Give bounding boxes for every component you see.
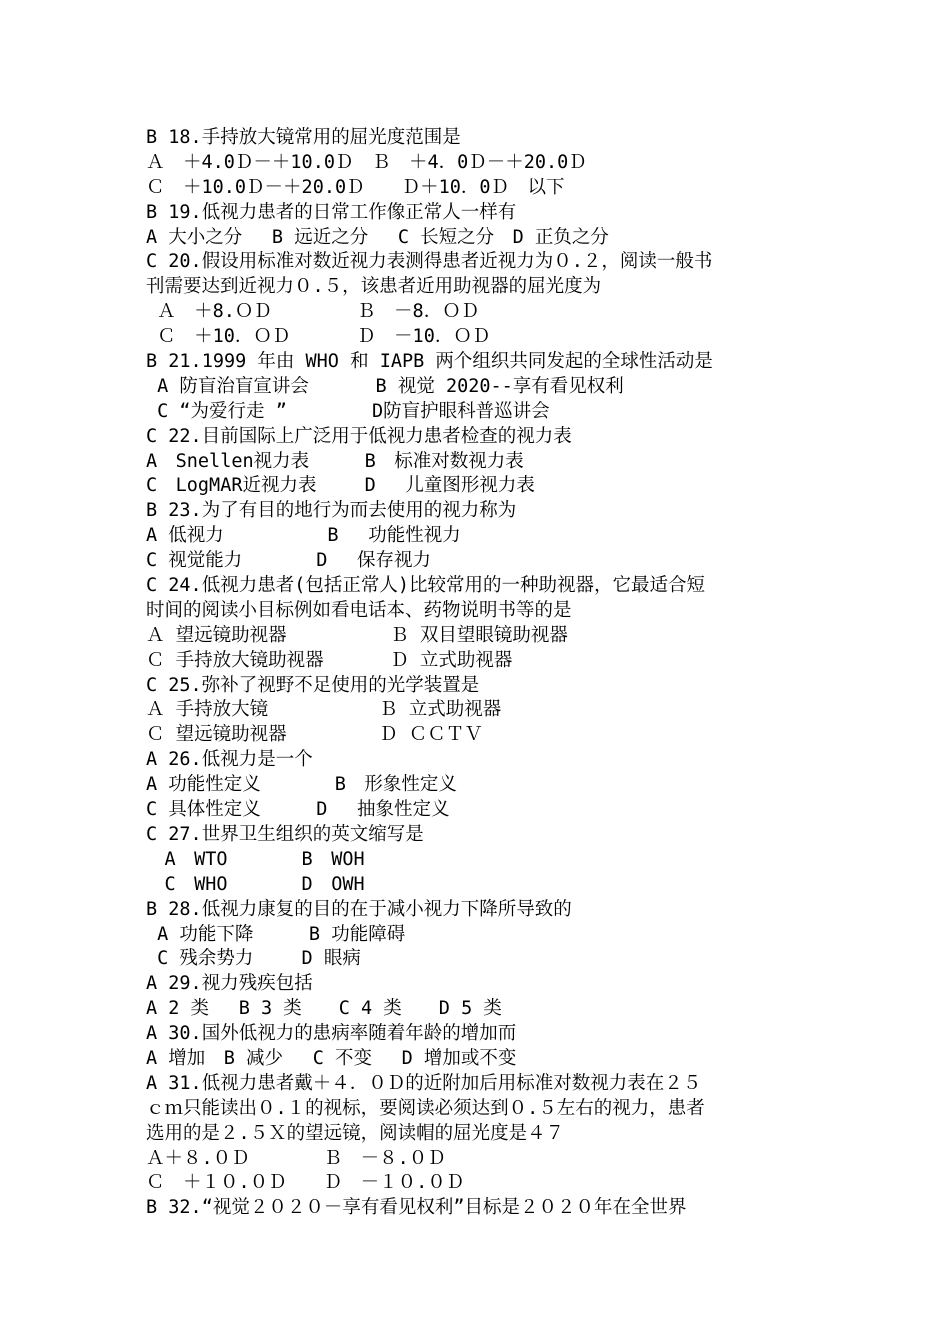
text-line: Ｃ ＋10．ＯＤ Ｄ －10．ＯＤ: [146, 326, 491, 348]
text-line: A 低视力 B 功能性视力: [146, 525, 461, 547]
text-line: Ｃ ＋10.0Ｄ－＋20.0Ｄ Ｄ＋10．0Ｄ 以下: [146, 176, 565, 198]
text-line: C 25.弥补了视野不足使用的光学装置是: [146, 674, 480, 696]
text-line: C 20.假设用标准对数近视力表测得患者近视力为０.２，阅读一般书: [146, 251, 713, 273]
text-line: C 24.低视力患者(包括正常人)比较常用的一种助视器，它最适合短: [146, 575, 705, 597]
text-line: 刊需要达到近视力０.５，该患者近用助视器的屈光度为: [146, 276, 602, 298]
text-line: C “为爱行走 ” D防盲护眼科普巡讲会: [146, 400, 550, 422]
text-line: Ａ ＋8.ＯＤ Ｂ －8．ＯＤ: [146, 301, 480, 323]
text-line: C 27.世界卫生组织的英文缩写是: [146, 823, 424, 845]
text-line: B 19.低视力患者的日常工作像正常人一样有: [146, 201, 517, 223]
text-line: A 大小之分 B 远近之分 C 长短之分 D 正负之分: [146, 226, 609, 248]
text-line: Ｃ ＋１０.０Ｄ Ｄ －１０.０Ｄ: [146, 1172, 465, 1194]
text-line: C 残余势力 D 眼病: [146, 948, 361, 970]
text-line: Ａ 手持放大镜 Ｂ 立式助视器: [146, 699, 502, 721]
text-line: A 26.低视力是一个: [146, 749, 313, 771]
text-line: Ａ ＋4.0Ｄ－＋10.0Ｄ Ｂ ＋4．0Ｄ－＋20.0Ｄ: [146, 151, 587, 173]
text-line: 选用的是２.５Ｘ的望远镜，阅读帽的屈光度是４７: [146, 1122, 565, 1144]
text-line: A 29.视力残疾包括: [146, 973, 313, 995]
text-line: C 视觉能力 D 保存视力: [146, 550, 432, 572]
text-line: Ｃ 手持放大镜助视器 Ｄ 立式助视器: [146, 649, 513, 671]
text-line: C WHO D OWH: [146, 873, 365, 895]
text-line: B 18.手持放大镜常用的屈光度范围是: [146, 127, 461, 148]
text-line: A WTO B WOH: [146, 848, 365, 870]
text-line: A 30.国外低视力的患病率随着年龄的增加而: [146, 1023, 517, 1045]
text-line: A 防盲治盲宣讲会 B 视觉 2020--享有看见权利: [146, 375, 624, 397]
text-line: A 31.低视力患者戴＋４．０Ｄ的近附加后用标准对数视力表在２５: [146, 1072, 702, 1094]
question-text-block: [146, 126, 826, 1221]
text-line: A Snellen视力表 B 标准对数视力表: [146, 450, 524, 472]
text-line: A 增加 B 减少 C 不变 D 增加或不变: [146, 1047, 517, 1069]
text-line: A 2 类 B 3 类 C 4 类 D 5 类: [146, 998, 502, 1020]
text-line: B 23.为了有目的地行为而去使用的视力称为: [146, 500, 517, 522]
text-line: C 具体性定义 D 抽象性定义: [146, 799, 450, 821]
text-line: C 22.目前国际上广泛用于低视力患者检查的视力表: [146, 425, 572, 447]
text-line: C LogMAR近视力表 D 儿童图形视力表: [146, 475, 535, 497]
text-line: A 功能下降 B 功能障碍: [146, 923, 406, 945]
text-line: Ａ＋８.０Ｄ Ｂ －８.０Ｄ: [146, 1147, 446, 1169]
text-line: ｃｍ只能读出０.１的视标，要阅读必须达到０.５左右的视力，患者: [146, 1097, 705, 1119]
text-line: Ｃ 望远镜助视器 Ｄ ＣＣＴＶ: [146, 724, 483, 746]
text-line: B 21.1999 年由 WHO 和 IAPB 两个组织共同发起的全球性活动是: [146, 351, 713, 373]
text-line: 时间的阅读小目标例如看电话本、药物说明书等的是: [146, 599, 572, 621]
text-line: B 32.“视觉２０２０－享有看见权利”目标是２０２０年在全世界: [146, 1197, 687, 1219]
text-line: A 功能性定义 B 形象性定义: [146, 774, 457, 796]
text-line: B 28.低视力康复的目的在于减小视力下降所导致的: [146, 898, 572, 920]
text-line: Ａ 望远镜助视器 Ｂ 双目望眼镜助视器: [146, 624, 568, 646]
